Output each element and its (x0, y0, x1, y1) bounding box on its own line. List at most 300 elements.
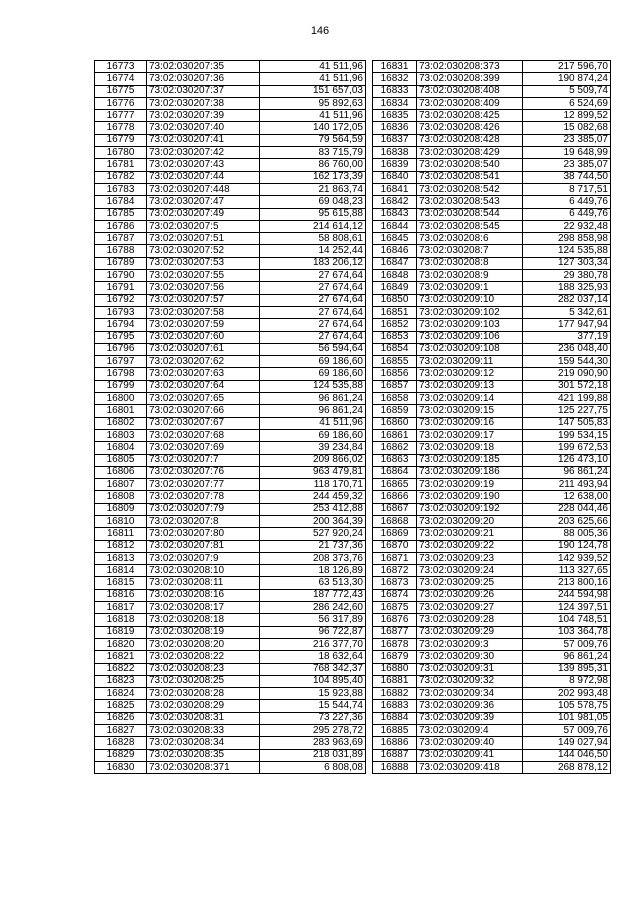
cadastral-number-cell: 73:02:030208:540 (417, 159, 523, 171)
table-row (95, 282, 366, 294)
table-row (373, 110, 611, 122)
table-row (373, 134, 611, 146)
cadastral-number-cell: 73:02:030207:79 (147, 503, 260, 515)
row-number-cell: 16800 (95, 393, 147, 405)
value-cell: 6 449,76 (523, 208, 611, 220)
value-cell: 12 638,00 (523, 491, 611, 503)
row-number-cell: 16838 (373, 147, 417, 159)
table-row (95, 319, 366, 331)
row-number-cell: 16798 (95, 368, 147, 380)
row-number-cell: 16860 (373, 417, 417, 429)
value-cell: 527 920,24 (260, 528, 366, 540)
table-row (373, 270, 611, 282)
row-number-cell: 16845 (373, 233, 417, 245)
cadastral-number-cell: 73:02:030209:27 (417, 602, 523, 614)
value-cell: 188 325,93 (523, 282, 611, 294)
row-number-cell: 16884 (373, 712, 417, 724)
cadastral-number-cell: 73:02:030209:18 (417, 442, 523, 454)
row-number-cell: 16842 (373, 196, 417, 208)
cadastral-number-cell: 73:02:030209:20 (417, 515, 523, 527)
table-row (373, 183, 611, 195)
cadastral-number-cell: 73:02:030209:14 (417, 393, 523, 405)
row-number-cell: 16825 (95, 700, 147, 712)
table-row (95, 110, 366, 122)
value-cell: 39 234,84 (260, 442, 366, 454)
cadastral-number-cell: 73:02:030208:545 (417, 220, 523, 232)
value-cell: 282 037,14 (523, 294, 611, 306)
value-cell: 125 227,75 (523, 405, 611, 417)
table-row (95, 528, 366, 540)
table-row (373, 196, 611, 208)
table-row (373, 552, 611, 564)
table-row (95, 257, 366, 269)
table-row (373, 368, 611, 380)
value-cell: 142 939,52 (523, 552, 611, 564)
row-number-cell: 16844 (373, 220, 417, 232)
row-number-cell: 16777 (95, 110, 147, 122)
row-number-cell: 16815 (95, 577, 147, 589)
row-number-cell: 16776 (95, 97, 147, 109)
table-row (373, 257, 611, 269)
table-row (95, 270, 366, 282)
table-row (95, 134, 366, 146)
cadastral-number-cell: 73:02:030207:78 (147, 491, 260, 503)
row-number-cell: 16852 (373, 319, 417, 331)
cadastral-number-cell: 73:02:030208:22 (147, 651, 260, 663)
row-number-cell: 16837 (373, 134, 417, 146)
cadastral-number-cell: 73:02:030207:5 (147, 220, 260, 232)
cadastral-number-cell: 73:02:030207:51 (147, 233, 260, 245)
cadastral-number-cell: 73:02:030207:38 (147, 97, 260, 109)
value-cell: 41 511,96 (260, 417, 366, 429)
table-row (95, 208, 366, 220)
value-cell: 139 895,31 (523, 663, 611, 675)
cadastral-number-cell: 73:02:030208:33 (147, 725, 260, 737)
row-number-cell: 16812 (95, 540, 147, 552)
value-cell: 27 674,64 (260, 294, 366, 306)
value-cell: 21 863,74 (260, 183, 366, 195)
cadastral-number-cell: 73:02:030208:19 (147, 626, 260, 638)
row-number-cell: 16774 (95, 73, 147, 85)
row-number-cell: 16823 (95, 675, 147, 687)
row-number-cell: 16789 (95, 257, 147, 269)
value-cell: 159 544,30 (523, 356, 611, 368)
row-number-cell: 16813 (95, 552, 147, 564)
value-cell: 244 594,98 (523, 589, 611, 601)
table-row (373, 651, 611, 663)
cadastral-number-cell: 73:02:030207:35 (147, 61, 260, 73)
value-cell: 101 981,05 (523, 712, 611, 724)
cadastral-number-cell: 73:02:030207:44 (147, 171, 260, 183)
cadastral-number-cell: 73:02:030207:8 (147, 515, 260, 527)
row-number-cell: 16829 (95, 749, 147, 761)
row-number-cell: 16801 (95, 405, 147, 417)
value-cell: 18 632,64 (260, 651, 366, 663)
table-row (373, 429, 611, 441)
cadastral-number-cell: 73:02:030208:23 (147, 663, 260, 675)
table-row (373, 577, 611, 589)
value-cell: 6 524,69 (523, 97, 611, 109)
value-cell: 5 509,74 (523, 85, 611, 97)
value-cell: 377,19 (523, 331, 611, 343)
cadastral-number-cell: 73:02:030209:17 (417, 429, 523, 441)
cadastral-number-cell: 73:02:030208:408 (417, 85, 523, 97)
value-cell: 118 170,71 (260, 479, 366, 491)
row-number-cell: 16817 (95, 602, 147, 614)
row-number-cell: 16843 (373, 208, 417, 220)
cadastral-number-cell: 73:02:030209:41 (417, 749, 523, 761)
value-cell: 295 278,72 (260, 725, 366, 737)
row-number-cell: 16870 (373, 540, 417, 552)
value-cell: 18 126,89 (260, 565, 366, 577)
value-cell: 56 317,89 (260, 614, 366, 626)
table-row (95, 85, 366, 97)
cadastral-number-cell: 73:02:030208:25 (147, 675, 260, 687)
value-cell: 124 397,51 (523, 602, 611, 614)
table-row (373, 282, 611, 294)
row-number-cell: 16821 (95, 651, 147, 663)
cadastral-number-cell: 73:02:030208:429 (417, 147, 523, 159)
table-row (95, 159, 366, 171)
cadastral-number-cell: 73:02:030209:22 (417, 540, 523, 552)
row-number-cell: 16875 (373, 602, 417, 614)
row-number-cell: 16780 (95, 147, 147, 159)
table-row (373, 700, 611, 712)
cadastral-number-cell: 73:02:030209:192 (417, 503, 523, 515)
value-cell: 86 760,00 (260, 159, 366, 171)
row-number-cell: 16785 (95, 208, 147, 220)
table-row (95, 577, 366, 589)
value-cell: 144 046,50 (523, 749, 611, 761)
cadastral-number-cell: 73:02:030209:10 (417, 294, 523, 306)
cadastral-number-cell: 73:02:030208:29 (147, 700, 260, 712)
value-cell: 27 674,64 (260, 270, 366, 282)
cadastral-number-cell: 73:02:030207:63 (147, 368, 260, 380)
row-number-cell: 16818 (95, 614, 147, 626)
row-number-cell: 16865 (373, 479, 417, 491)
cadastral-number-cell: 73:02:030207:69 (147, 442, 260, 454)
value-cell: 41 511,96 (260, 110, 366, 122)
table-row (373, 122, 611, 134)
value-cell: 218 031,89 (260, 749, 366, 761)
right-table-body (373, 61, 611, 774)
table-row (95, 761, 366, 773)
row-number-cell: 16822 (95, 663, 147, 675)
row-number-cell: 16834 (373, 97, 417, 109)
table-row (373, 725, 611, 737)
left-table (94, 60, 366, 774)
value-cell: 104 748,51 (523, 614, 611, 626)
cadastral-number-cell: 73:02:030208:31 (147, 712, 260, 724)
table-row (373, 565, 611, 577)
cadastral-number-cell: 73:02:030209:36 (417, 700, 523, 712)
value-cell: 41 511,96 (260, 73, 366, 85)
value-cell: 69 186,60 (260, 429, 366, 441)
row-number-cell: 16799 (95, 380, 147, 392)
row-number-cell: 16788 (95, 245, 147, 257)
cadastral-number-cell: 73:02:030208:7 (417, 245, 523, 257)
table-row (95, 331, 366, 343)
row-number-cell: 16809 (95, 503, 147, 515)
value-cell: 127 303,34 (523, 257, 611, 269)
value-cell: 95 615,88 (260, 208, 366, 220)
cadastral-number-cell: 73:02:030207:9 (147, 552, 260, 564)
row-number-cell: 16814 (95, 565, 147, 577)
table-row (373, 356, 611, 368)
table-row (373, 393, 611, 405)
value-cell: 27 674,64 (260, 319, 366, 331)
row-number-cell: 16866 (373, 491, 417, 503)
cadastral-number-cell: 73:02:030207:40 (147, 122, 260, 134)
row-number-cell: 16819 (95, 626, 147, 638)
row-number-cell: 16887 (373, 749, 417, 761)
table-row (373, 405, 611, 417)
row-number-cell: 16851 (373, 306, 417, 318)
row-number-cell: 16857 (373, 380, 417, 392)
value-cell: 200 364,39 (260, 515, 366, 527)
cadastral-number-cell: 73:02:030208:18 (147, 614, 260, 626)
row-number-cell: 16808 (95, 491, 147, 503)
table-row (95, 183, 366, 195)
value-cell: 301 572,18 (523, 380, 611, 392)
cadastral-number-cell: 73:02:030208:542 (417, 183, 523, 195)
table-row (95, 614, 366, 626)
table-row (95, 393, 366, 405)
value-cell: 23 385,07 (523, 134, 611, 146)
table-row (373, 712, 611, 724)
table-row (95, 638, 366, 650)
row-number-cell: 16795 (95, 331, 147, 343)
row-number-cell: 16874 (373, 589, 417, 601)
cadastral-number-cell: 73:02:030207:66 (147, 405, 260, 417)
row-number-cell: 16863 (373, 454, 417, 466)
row-number-cell: 16880 (373, 663, 417, 675)
value-cell: 95 892,63 (260, 97, 366, 109)
value-cell: 104 895,40 (260, 675, 366, 687)
table-row (373, 331, 611, 343)
row-number-cell: 16835 (373, 110, 417, 122)
value-cell: 236 048,40 (523, 343, 611, 355)
table-row (95, 356, 366, 368)
cadastral-number-cell: 73:02:030209:29 (417, 626, 523, 638)
value-cell: 88 005,36 (523, 528, 611, 540)
cadastral-number-cell: 73:02:030208:10 (147, 565, 260, 577)
cadastral-number-cell: 73:02:030207:49 (147, 208, 260, 220)
table-row (373, 491, 611, 503)
cadastral-number-cell: 73:02:030207:53 (147, 257, 260, 269)
cadastral-number-cell: 73:02:030209:34 (417, 688, 523, 700)
row-number-cell: 16885 (373, 725, 417, 737)
table-row (95, 503, 366, 515)
value-cell: 27 674,64 (260, 282, 366, 294)
cadastral-number-cell: 73:02:030207:81 (147, 540, 260, 552)
table-row (95, 233, 366, 245)
row-number-cell: 16877 (373, 626, 417, 638)
cadastral-number-cell: 73:02:030208:399 (417, 73, 523, 85)
table-row (373, 515, 611, 527)
cadastral-number-cell: 73:02:030207:37 (147, 85, 260, 97)
row-number-cell: 16841 (373, 183, 417, 195)
row-number-cell: 16836 (373, 122, 417, 134)
table-row (373, 97, 611, 109)
row-number-cell: 16856 (373, 368, 417, 380)
row-number-cell: 16820 (95, 638, 147, 650)
row-number-cell: 16872 (373, 565, 417, 577)
cadastral-number-cell: 73:02:030207:77 (147, 479, 260, 491)
cadastral-number-cell: 73:02:030209:21 (417, 528, 523, 540)
row-number-cell: 16803 (95, 429, 147, 441)
row-number-cell: 16849 (373, 282, 417, 294)
row-number-cell: 16847 (373, 257, 417, 269)
value-cell: 140 172,05 (260, 122, 366, 134)
row-number-cell: 16805 (95, 454, 147, 466)
table-row (95, 147, 366, 159)
row-number-cell: 16790 (95, 270, 147, 282)
table-row (95, 380, 366, 392)
table-row (373, 688, 611, 700)
value-cell: 57 009,76 (523, 725, 611, 737)
row-number-cell: 16784 (95, 196, 147, 208)
value-cell: 105 578,75 (523, 700, 611, 712)
cadastral-number-cell: 73:02:030209:24 (417, 565, 523, 577)
cadastral-number-cell: 73:02:030208:16 (147, 589, 260, 601)
row-number-cell: 16791 (95, 282, 147, 294)
table-row (95, 479, 366, 491)
cadastral-number-cell: 73:02:030207:42 (147, 147, 260, 159)
row-number-cell: 16826 (95, 712, 147, 724)
table-row (95, 552, 366, 564)
cadastral-number-cell: 73:02:030209:26 (417, 589, 523, 601)
table-row (95, 429, 366, 441)
cadastral-number-cell: 73:02:030208:9 (417, 270, 523, 282)
row-number-cell: 16796 (95, 343, 147, 355)
value-cell: 15 082,68 (523, 122, 611, 134)
value-cell: 199 534,15 (523, 429, 611, 441)
value-cell: 162 173,39 (260, 171, 366, 183)
table-row (373, 61, 611, 73)
value-cell: 268 878,12 (523, 761, 611, 773)
row-number-cell: 16839 (373, 159, 417, 171)
table-row (373, 159, 611, 171)
value-cell: 69 186,60 (260, 356, 366, 368)
cadastral-number-cell: 73:02:030209:32 (417, 675, 523, 687)
cadastral-number-cell: 73:02:030207:65 (147, 393, 260, 405)
row-number-cell: 16793 (95, 306, 147, 318)
row-number-cell: 16832 (373, 73, 417, 85)
value-cell: 202 993,48 (523, 688, 611, 700)
row-number-cell: 16787 (95, 233, 147, 245)
row-number-cell: 16867 (373, 503, 417, 515)
row-number-cell: 16879 (373, 651, 417, 663)
cadastral-number-cell: 73:02:030208:425 (417, 110, 523, 122)
value-cell: 96 861,24 (260, 393, 366, 405)
table-row (373, 528, 611, 540)
cadastral-number-cell: 73:02:030209:4 (417, 725, 523, 737)
cadastral-number-cell: 73:02:030207:61 (147, 343, 260, 355)
cadastral-number-cell: 73:02:030207:39 (147, 110, 260, 122)
row-number-cell: 16886 (373, 737, 417, 749)
value-cell: 124 535,88 (523, 245, 611, 257)
cadastral-number-cell: 73:02:030209:190 (417, 491, 523, 503)
cadastral-number-cell: 73:02:030209:13 (417, 380, 523, 392)
row-number-cell: 16859 (373, 405, 417, 417)
table-row (373, 454, 611, 466)
row-number-cell: 16881 (373, 675, 417, 687)
value-cell: 183 206,12 (260, 257, 366, 269)
table-row (95, 171, 366, 183)
row-number-cell: 16816 (95, 589, 147, 601)
cadastral-number-cell: 73:02:030208:6 (417, 233, 523, 245)
table-row (373, 294, 611, 306)
table-row (373, 737, 611, 749)
cadastral-number-cell: 73:02:030209:30 (417, 651, 523, 663)
table-row (373, 614, 611, 626)
row-number-cell: 16804 (95, 442, 147, 454)
row-number-cell: 16806 (95, 466, 147, 478)
row-number-cell: 16778 (95, 122, 147, 134)
value-cell: 23 385,07 (523, 159, 611, 171)
cadastral-number-cell: 73:02:030209:1 (417, 282, 523, 294)
value-cell: 58 808,61 (260, 233, 366, 245)
table-row (95, 663, 366, 675)
cadastral-number-cell: 73:02:030207:47 (147, 196, 260, 208)
value-cell: 149 027,94 (523, 737, 611, 749)
table-row (95, 675, 366, 687)
cadastral-number-cell: 73:02:030209:106 (417, 331, 523, 343)
cadastral-number-cell: 73:02:030208:11 (147, 577, 260, 589)
value-cell: 219 090,90 (523, 368, 611, 380)
table-row (373, 208, 611, 220)
cadastral-number-cell: 73:02:030208:20 (147, 638, 260, 650)
table-row (373, 479, 611, 491)
cadastral-number-cell: 73:02:030207:60 (147, 331, 260, 343)
row-number-cell: 16883 (373, 700, 417, 712)
table-row (373, 589, 611, 601)
row-number-cell: 16846 (373, 245, 417, 257)
row-number-cell: 16876 (373, 614, 417, 626)
value-cell: 244 459,32 (260, 491, 366, 503)
value-cell: 190 124,78 (523, 540, 611, 552)
value-cell: 96 861,24 (523, 651, 611, 663)
cadastral-number-cell: 73:02:030208:34 (147, 737, 260, 749)
cadastral-number-cell: 73:02:030209:418 (417, 761, 523, 773)
value-cell: 14 252,44 (260, 245, 366, 257)
row-number-cell: 16840 (373, 171, 417, 183)
cadastral-number-cell: 73:02:030209:12 (417, 368, 523, 380)
value-cell: 213 800,16 (523, 577, 611, 589)
value-cell: 19 648,99 (523, 147, 611, 159)
value-cell: 63 513,30 (260, 577, 366, 589)
table-row (95, 73, 366, 85)
row-number-cell: 16782 (95, 171, 147, 183)
value-cell: 96 722,87 (260, 626, 366, 638)
value-cell: 69 186,60 (260, 368, 366, 380)
value-cell: 208 373,76 (260, 552, 366, 564)
cadastral-number-cell: 73:02:030207:52 (147, 245, 260, 257)
value-cell: 228 044,46 (523, 503, 611, 515)
cadastral-number-cell: 73:02:030209:185 (417, 454, 523, 466)
value-cell: 57 009,76 (523, 638, 611, 650)
cadastral-number-cell: 73:02:030209:11 (417, 356, 523, 368)
row-number-cell: 16864 (373, 466, 417, 478)
table-row (95, 491, 366, 503)
cadastral-number-cell: 73:02:030209:3 (417, 638, 523, 650)
table-row (95, 515, 366, 527)
table-row (373, 761, 611, 773)
cadastral-number-cell: 73:02:030209:108 (417, 343, 523, 355)
table-row (95, 651, 366, 663)
table-row (95, 565, 366, 577)
